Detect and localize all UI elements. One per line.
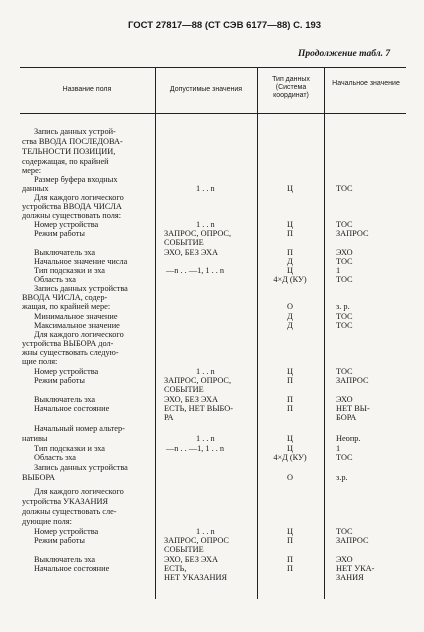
cell-initial-value: ТОС bbox=[336, 257, 353, 266]
cell-field-name: устройства УКАЗАНИЯ bbox=[22, 497, 109, 506]
cell-field-name: Начальное значение числа bbox=[34, 257, 128, 266]
cell-field-name: содержащая, по крайней bbox=[22, 157, 109, 166]
cell-field-name: Для каждого логического bbox=[34, 330, 124, 339]
cell-allowed-values: СОБЫТИЕ bbox=[164, 385, 204, 394]
table-row bbox=[0, 487, 424, 497]
cell-data-type: Ц bbox=[287, 444, 293, 453]
table-row bbox=[0, 434, 424, 444]
cell-field-name: Выключатель эха bbox=[34, 555, 96, 564]
table-row bbox=[0, 357, 424, 367]
cell-initial-value: Неопр. bbox=[336, 434, 361, 443]
cell-field-name: Начальный номер альтер- bbox=[34, 424, 125, 433]
cell-field-name: Запись данных устройства bbox=[34, 463, 128, 472]
cell-field-name: Номер устройства bbox=[34, 367, 99, 376]
cell-field-name: Размер буфера входных bbox=[34, 175, 118, 184]
cell-allowed-values: РА bbox=[164, 413, 174, 422]
cell-data-type: Ц bbox=[287, 527, 293, 536]
table-row bbox=[0, 573, 424, 583]
cell-data-type: О bbox=[287, 473, 293, 482]
cell-initial-value: БОРА bbox=[336, 413, 357, 422]
table-row bbox=[0, 473, 424, 483]
cell-field-name: ства ВВОДА ПОСЛЕДОВА- bbox=[22, 137, 123, 146]
cell-data-type: 4×Д (КУ) bbox=[273, 275, 307, 284]
cell-field-name: Минимальное значение bbox=[34, 312, 118, 321]
cell-data-type: Ц bbox=[287, 434, 293, 443]
cell-initial-value: ЗАПРОС bbox=[336, 229, 369, 238]
table-continued-label: Продолжение табл. 7 bbox=[298, 49, 391, 59]
cell-data-type: Д bbox=[287, 257, 293, 266]
cell-data-type: О bbox=[287, 302, 293, 311]
cell-data-type: П bbox=[287, 248, 293, 257]
cell-data-type: П bbox=[287, 229, 293, 238]
cell-initial-value: ТОС bbox=[336, 184, 353, 193]
cell-initial-value: 1 bbox=[336, 266, 341, 275]
cell-initial-value: з.р. bbox=[336, 473, 348, 482]
cell-field-name: мере: bbox=[22, 166, 42, 175]
cell-field-name: устройства ВВОДА ЧИСЛА bbox=[22, 202, 122, 211]
cell-field-name: ТЕЛЬНОСТИ ПОЗИЦИИ, bbox=[22, 147, 116, 156]
table-row bbox=[0, 517, 424, 527]
cell-field-name: Максимальное значение bbox=[34, 321, 120, 330]
table-row bbox=[0, 238, 424, 248]
cell-initial-value: ЭХО bbox=[336, 555, 353, 564]
cell-field-name: Начальное состояние bbox=[34, 564, 110, 573]
cell-field-name: нативы bbox=[22, 434, 48, 443]
cell-initial-value: ТОС bbox=[336, 312, 353, 321]
cell-field-name: жащая, по крайней мере: bbox=[22, 302, 111, 311]
cell-data-type: П bbox=[287, 564, 293, 573]
cell-field-name: Режим работы bbox=[34, 376, 85, 385]
table-row bbox=[0, 463, 424, 473]
cell-data-type: Ц bbox=[287, 220, 293, 229]
cell-allowed-values: 1 . . n bbox=[196, 184, 215, 193]
cell-data-type: Д bbox=[287, 312, 293, 321]
cell-field-name: Выключатель эха bbox=[34, 395, 96, 404]
cell-data-type: Ц bbox=[287, 266, 293, 275]
cell-initial-value: ТОС bbox=[336, 527, 353, 536]
cell-field-name: Тип подсказки и эха bbox=[34, 444, 105, 453]
cell-initial-value: ТОС bbox=[336, 275, 353, 284]
cell-field-name: ВВОДА ЧИСЛА, содер- bbox=[22, 293, 108, 302]
cell-allowed-values: ЭХО, БЕЗ ЭХА bbox=[164, 248, 218, 257]
table-row bbox=[0, 385, 424, 395]
page-header-title: ГОСТ 27817—88 (СТ СЭВ 6177—88) С. 193 bbox=[128, 20, 322, 31]
table-row bbox=[0, 127, 424, 137]
cell-initial-value: ТОС bbox=[336, 453, 353, 462]
cell-initial-value: ЗАПРОС bbox=[336, 536, 369, 545]
cell-allowed-values: ЗАПРОС, ОПРОС, bbox=[164, 229, 232, 238]
column-header-data-type: Тип данных (Система координат) bbox=[272, 76, 310, 99]
cell-allowed-values: 1 . . n bbox=[196, 220, 215, 229]
cell-data-type: П bbox=[287, 376, 293, 385]
cell-field-name: Режим работы bbox=[34, 536, 85, 545]
cell-field-name: данных bbox=[22, 184, 49, 193]
cell-allowed-values: СОБЫТИЕ bbox=[164, 545, 204, 554]
table-row bbox=[0, 302, 424, 312]
cell-field-name: Номер устройства bbox=[34, 220, 99, 229]
table-row bbox=[0, 424, 424, 434]
cell-field-name: Номер устройства bbox=[34, 527, 99, 536]
cell-initial-value: ТОС bbox=[336, 367, 353, 376]
cell-allowed-values: 1 . . n bbox=[196, 527, 215, 536]
cell-allowed-values: —n . . —1, 1 . . n bbox=[166, 444, 225, 453]
cell-field-name: жны существовать следую- bbox=[22, 348, 119, 357]
cell-allowed-values: ЗАПРОС, ОПРОС, bbox=[164, 376, 232, 385]
table-row bbox=[0, 147, 424, 157]
cell-data-type: П bbox=[287, 395, 293, 404]
cell-field-name: Для каждого логического bbox=[34, 193, 124, 202]
cell-initial-value: з. р. bbox=[336, 302, 350, 311]
cell-allowed-values: ЭХО, БЕЗ ЭХА bbox=[164, 395, 218, 404]
table-header-bottom-rule bbox=[20, 113, 406, 114]
cell-initial-value: ЭХО bbox=[336, 395, 353, 404]
cell-allowed-values: 1 . . n bbox=[196, 367, 215, 376]
column-header-initial-value: Начальное значение bbox=[332, 80, 400, 87]
cell-field-name: Тип подсказки и эха bbox=[34, 266, 105, 275]
table-row bbox=[0, 453, 424, 463]
cell-field-name: должны существовать поля: bbox=[22, 211, 122, 220]
cell-allowed-values: СОБЫТИЕ bbox=[164, 238, 204, 247]
cell-initial-value: ТОС bbox=[336, 220, 353, 229]
cell-allowed-values: ЭХО, БЕЗ ЭХА bbox=[164, 555, 218, 564]
cell-field-name: должны существовать сле- bbox=[22, 507, 117, 516]
cell-field-name: Выключатель эха bbox=[34, 248, 96, 257]
cell-data-type: П bbox=[287, 555, 293, 564]
cell-field-name: Запись данных устройства bbox=[34, 284, 128, 293]
cell-data-type: Д bbox=[287, 321, 293, 330]
table-row bbox=[0, 137, 424, 147]
cell-allowed-values: ЕСТЬ, НЕТ ВЫБО- bbox=[164, 404, 234, 413]
cell-initial-value: ЗАПРОС bbox=[336, 376, 369, 385]
cell-allowed-values: —n . . —1, 1 . . n bbox=[166, 266, 225, 275]
table-row bbox=[0, 497, 424, 507]
table-row bbox=[0, 507, 424, 517]
cell-initial-value: НЕТ ВЫ- bbox=[336, 404, 370, 413]
cell-data-type: П bbox=[287, 404, 293, 413]
cell-field-name: щие поля: bbox=[22, 357, 58, 366]
cell-field-name: Начальное состояние bbox=[34, 404, 110, 413]
cell-data-type: 4×Д (КУ) bbox=[273, 453, 307, 462]
table-top-rule bbox=[20, 67, 406, 68]
table-row bbox=[0, 545, 424, 555]
cell-field-name: Запись данных устрой- bbox=[34, 127, 116, 136]
cell-data-type: П bbox=[287, 536, 293, 545]
cell-initial-value: 1 bbox=[336, 444, 341, 453]
cell-field-name: устройства ВЫБОРА дол- bbox=[22, 339, 114, 348]
cell-allowed-values: ЕСТЬ, bbox=[164, 564, 187, 573]
cell-initial-value: ЭХО bbox=[336, 248, 353, 257]
column-header-allowed-values: Допустимые значения bbox=[169, 86, 243, 93]
cell-initial-value: НЕТ УКА- bbox=[336, 564, 375, 573]
column-header-field-name: Название поля bbox=[62, 86, 112, 93]
cell-field-name: Режим работы bbox=[34, 229, 85, 238]
cell-allowed-values: ЗАПРОС, ОПРОС bbox=[164, 536, 229, 545]
cell-field-name: ВЫБОРА bbox=[22, 473, 56, 482]
cell-initial-value: ЗАНИЯ bbox=[336, 573, 364, 582]
cell-initial-value: ТОС bbox=[336, 321, 353, 330]
cell-allowed-values: НЕТ УКАЗАНИЯ bbox=[164, 573, 228, 582]
cell-field-name: Область эха bbox=[34, 453, 76, 462]
cell-data-type: Ц bbox=[287, 184, 293, 193]
cell-allowed-values: 1 . . n bbox=[196, 434, 215, 443]
cell-field-name: дующие поля: bbox=[22, 517, 72, 526]
cell-data-type: Ц bbox=[287, 367, 293, 376]
table-row bbox=[0, 413, 424, 423]
cell-field-name: Для каждого логического bbox=[34, 487, 124, 496]
cell-field-name: Область эха bbox=[34, 275, 76, 284]
